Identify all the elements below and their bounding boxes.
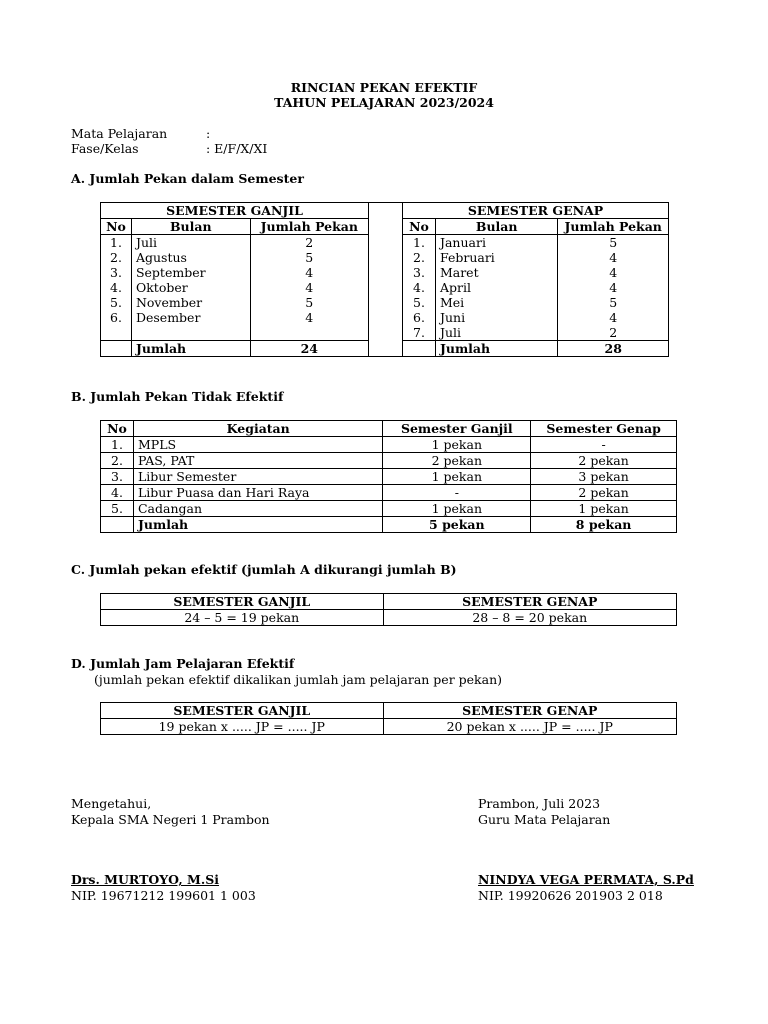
non-effective-weeks-table <box>100 420 677 533</box>
ganjil-title: SEMESTER GANJIL <box>101 203 369 219</box>
ganjil-col-weeks: Jumlah Pekan <box>250 219 368 235</box>
d-val-genap: 20 pekan x ..... JP = ..... JP <box>383 719 677 735</box>
row-no: 5. <box>101 295 132 310</box>
table-row <box>101 485 677 501</box>
table-row <box>403 235 669 251</box>
row-weeks: 5 <box>250 250 368 265</box>
section-d-heading: D. Jumlah Jam Pelajaran Efektif <box>71 656 295 671</box>
row-weeks: 4 <box>558 265 669 280</box>
section-b-heading: B. Jumlah Pekan Tidak Efektif <box>71 389 284 404</box>
row-no: 6. <box>403 310 436 325</box>
total-row <box>403 341 669 357</box>
row-weeks: 4 <box>558 250 669 265</box>
table-row <box>403 295 669 310</box>
row-no: 1. <box>403 235 436 251</box>
section-d-subheading: (jumlah pekan efektif dikalikan jumlah jam pelajaran per pekan) <box>94 672 503 687</box>
subject-label: Mata Pelajaran <box>71 126 168 141</box>
left-sign-name: Drs. MURTOYO, M.Si <box>71 872 220 887</box>
row-weeks: 4 <box>250 310 368 325</box>
row-weeks: 5 <box>558 235 669 251</box>
table-row <box>101 280 369 295</box>
table-row <box>403 265 669 280</box>
row-month: September <box>131 265 250 280</box>
right-sign-line1: Prambon, Juli 2023 <box>478 796 601 811</box>
row-genap: - <box>531 437 677 453</box>
right-sign-nip: NIP. 19920626 201903 2 018 <box>478 888 663 903</box>
row-activity: Cadangan <box>133 501 382 517</box>
row-no: 3. <box>101 469 134 485</box>
b-col-genap: Semester Genap <box>531 421 677 437</box>
c-val-ganjil: 24 – 5 = 19 pekan <box>101 610 384 626</box>
row-no: 4. <box>403 280 436 295</box>
row-no: 4. <box>101 485 134 501</box>
document-subtitle: TAHUN PELAJARAN 2023/2024 <box>274 95 494 110</box>
class-label: Fase/Kelas <box>71 141 139 156</box>
ganjil-weeks-table <box>100 202 369 357</box>
table-row-empty <box>101 325 369 341</box>
table-row <box>403 325 669 341</box>
d-val-ganjil: 19 pekan x ..... JP = ..... JP <box>101 719 384 735</box>
table-row <box>101 437 677 453</box>
table-row <box>101 453 677 469</box>
row-no: 4. <box>101 280 132 295</box>
left-sign-line1: Mengetahui, <box>71 796 152 811</box>
table-row <box>101 295 369 310</box>
b-col-activity: Kegiatan <box>133 421 382 437</box>
table-row <box>101 310 369 325</box>
table-row <box>403 250 669 265</box>
d-col-ganjil: SEMESTER GANJIL <box>101 703 384 719</box>
table-row <box>403 280 669 295</box>
row-month: Februari <box>435 250 557 265</box>
row-ganjil: 1 pekan <box>383 469 531 485</box>
c-col-genap: SEMESTER GENAP <box>383 594 677 610</box>
row-month: Juni <box>435 310 557 325</box>
genap-col-no: No <box>403 219 436 235</box>
row-weeks: 4 <box>558 310 669 325</box>
effective-hours-table <box>100 702 677 735</box>
genap-total-label: Jumlah <box>435 341 557 357</box>
right-sign-name: NINDYA VEGA PERMATA, S.Pd <box>478 872 694 887</box>
row-no: 6. <box>101 310 132 325</box>
ganjil-total-value: 24 <box>250 341 368 357</box>
row-no: 3. <box>403 265 436 280</box>
row-weeks: 4 <box>250 265 368 280</box>
b-total-genap: 8 pekan <box>531 517 677 533</box>
table-row <box>101 235 369 251</box>
ganjil-col-no: No <box>101 219 132 235</box>
b-col-no: No <box>101 421 134 437</box>
empty-cell <box>101 325 132 341</box>
row-month: Mei <box>435 295 557 310</box>
row-activity: Libur Semester <box>133 469 382 485</box>
d-col-genap: SEMESTER GENAP <box>383 703 677 719</box>
total-empty-cell <box>101 517 134 533</box>
row-month: Maret <box>435 265 557 280</box>
row-activity: MPLS <box>133 437 382 453</box>
total-row <box>101 341 369 357</box>
row-no: 2. <box>101 453 134 469</box>
row-weeks: 4 <box>558 280 669 295</box>
row-month: November <box>131 295 250 310</box>
table-row <box>101 501 677 517</box>
ganjil-col-month: Bulan <box>131 219 250 235</box>
table-row <box>101 265 369 280</box>
c-val-genap: 28 – 8 = 20 pekan <box>383 610 677 626</box>
right-sign-line2: Guru Mata Pelajaran <box>478 812 611 827</box>
section-c-heading: C. Jumlah pekan efektif (jumlah A dikurangi jumlah B) <box>71 562 457 577</box>
row-no: 3. <box>101 265 132 280</box>
row-no: 1. <box>101 437 134 453</box>
genap-weeks-table <box>402 202 669 357</box>
b-col-ganjil: Semester Ganjil <box>383 421 531 437</box>
genap-col-weeks: Jumlah Pekan <box>558 219 669 235</box>
row-month: Agustus <box>131 250 250 265</box>
row-month: Oktober <box>131 280 250 295</box>
row-weeks: 2 <box>558 325 669 341</box>
genap-total-value: 28 <box>558 341 669 357</box>
left-sign-line2: Kepala SMA Negeri 1 Prambon <box>71 812 270 827</box>
b-total-ganjil: 5 pekan <box>383 517 531 533</box>
row-weeks: 2 <box>250 235 368 251</box>
row-no: 2. <box>101 250 132 265</box>
row-month: Juli <box>131 235 250 251</box>
total-row <box>101 517 677 533</box>
genap-col-month: Bulan <box>435 219 557 235</box>
row-ganjil: 1 pekan <box>383 437 531 453</box>
row-ganjil: - <box>383 485 531 501</box>
empty-cell <box>131 325 250 341</box>
table-row <box>101 469 677 485</box>
total-empty-cell <box>403 341 436 357</box>
c-col-ganjil: SEMESTER GANJIL <box>101 594 384 610</box>
row-ganjil: 2 pekan <box>383 453 531 469</box>
row-month: April <box>435 280 557 295</box>
document-title: RINCIAN PEKAN EFEKTIF <box>290 80 478 95</box>
empty-cell <box>250 325 368 341</box>
row-month: Januari <box>435 235 557 251</box>
row-weeks: 4 <box>250 280 368 295</box>
b-total-label: Jumlah <box>133 517 382 533</box>
row-genap: 3 pekan <box>531 469 677 485</box>
table-spacer <box>368 202 402 357</box>
row-no: 5. <box>403 295 436 310</box>
row-no: 1. <box>101 235 132 251</box>
left-sign-nip: NIP. 19671212 199601 1 003 <box>71 888 256 903</box>
row-weeks: 5 <box>558 295 669 310</box>
table-row <box>101 250 369 265</box>
row-no: 5. <box>101 501 134 517</box>
row-ganjil: 1 pekan <box>383 501 531 517</box>
row-genap: 1 pekan <box>531 501 677 517</box>
row-month: Juli <box>435 325 557 341</box>
row-genap: 2 pekan <box>531 453 677 469</box>
class-value: : E/F/X/XI <box>206 141 268 156</box>
total-empty-cell <box>101 341 132 357</box>
effective-weeks-table <box>100 593 677 626</box>
ganjil-total-label: Jumlah <box>131 341 250 357</box>
row-activity: Libur Puasa dan Hari Raya <box>133 485 382 501</box>
row-weeks: 5 <box>250 295 368 310</box>
row-month: Desember <box>131 310 250 325</box>
row-no: 7. <box>403 325 436 341</box>
row-no: 2. <box>403 250 436 265</box>
genap-title: SEMESTER GENAP <box>403 203 669 219</box>
table-row <box>403 310 669 325</box>
row-activity: PAS, PAT <box>133 453 382 469</box>
subject-value: : <box>206 126 211 141</box>
row-genap: 2 pekan <box>531 485 677 501</box>
section-a-heading: A. Jumlah Pekan dalam Semester <box>71 171 304 186</box>
